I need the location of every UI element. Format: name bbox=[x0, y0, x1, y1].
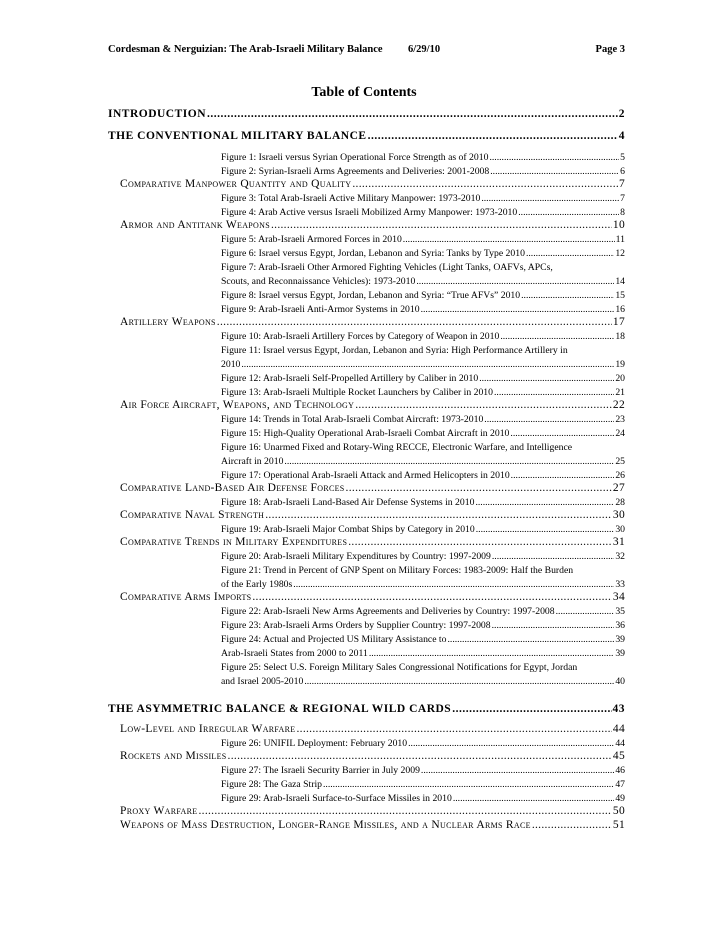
toc-section-entry[interactable]: Proxy Warfare ..... 50 bbox=[120, 805, 625, 817]
toc-figure-entry-first-line[interactable]: Figure 7: Arab-Israeli Other Armored Fighting Vehicles (Light Tanks, OAFVs, APCs, bbox=[221, 262, 553, 273]
toc-entry-page: 4 bbox=[618, 130, 625, 142]
header-date: 6/29/10 bbox=[408, 44, 441, 55]
toc-section-entry[interactable]: Armor and Antitank Weapons ..... 10 bbox=[120, 219, 625, 231]
toc-figure-entry[interactable]: and Israel 2005-2010 ..... 40 bbox=[221, 676, 625, 687]
toc-entry-asymmetric-balance[interactable]: THE ASYMMETRIC BALANCE & REGIONAL WILD CARDS ..... 43 bbox=[108, 703, 625, 715]
toc-figure-entry[interactable]: Figure 26: UNIFIL Deployment: February 2010 ..... 44 bbox=[221, 738, 625, 749]
toc-figure-entry[interactable]: Figure 24: Actual and Projected US Military Assistance to ..... 39 bbox=[221, 634, 625, 645]
toc-title: Table of Contents bbox=[311, 85, 417, 100]
toc-figure-entry[interactable]: Figure 18: Arab-Israeli Land-Based Air Defense Systems in 2010 ..... 28 bbox=[221, 497, 625, 508]
toc-figure-entry-first-line[interactable]: Figure 21: Trend in Percent of GNP Spent on Military Forces: 1983-2009: Half the Burden bbox=[221, 565, 574, 576]
toc-figure-entry-first-line[interactable]: Figure 11: Israel versus Egypt, Jordan, Lebanon and Syria: High Performance Artillery in bbox=[221, 345, 568, 356]
toc-figure-entry[interactable]: 2010 ..... 19 bbox=[221, 359, 625, 370]
toc-figure-entry[interactable]: Figure 19: Arab-Israeli Major Combat Ships by Category in 2010 ..... 30 bbox=[221, 524, 625, 535]
page-header bbox=[108, 44, 625, 60]
toc-entry-page: 2 bbox=[618, 108, 625, 120]
toc-figure-entry[interactable]: Figure 14: Trends in Total Arab-Israeli Combat Aircraft: 1973-2010 ..... 23 bbox=[221, 414, 625, 425]
toc-entry-conventional-balance[interactable] bbox=[108, 130, 625, 142]
header-title: Cordesman & Nerguizian: The Arab-Israeli Military Balance bbox=[108, 44, 383, 55]
toc-section-entry[interactable]: Comparative Manpower Quantity and Quality ..... 7 bbox=[120, 178, 625, 190]
toc-figure-entry[interactable]: Figure 15: High-Quality Operational Arab-Israeli Combat Aircraft in 2010 ..... 24 bbox=[221, 428, 625, 439]
toc-figure-entry[interactable]: Figure 3: Total Arab-Israeli Active Military Manpower: 1973-2010 ..... 7 bbox=[221, 193, 625, 204]
toc-figure-entry[interactable]: Figure 12: Arab-Israeli Self-Propelled Artillery by Caliber in 2010 ..... 20 bbox=[221, 373, 625, 384]
toc-figure-entry[interactable]: Figure 13: Arab-Israeli Multiple Rocket Launchers by Caliber in 2010 ..... 21 bbox=[221, 387, 625, 398]
toc-section-entry[interactable]: Comparative Land-Based Air Defense Forces ..... 27 bbox=[120, 482, 625, 494]
toc-figure-entry[interactable]: Figure 17: Operational Arab-Israeli Attack and Armed Helicopters in 2010 ..... 26 bbox=[221, 470, 625, 481]
toc-figure-entry[interactable]: Figure 4: Arab Active versus Israeli Mobilized Army Manpower: 1973-2010 ..... 8 bbox=[221, 207, 625, 218]
toc-figure-entry[interactable]: Figure 9: Arab-Israeli Anti-Armor Systems in 2010 ..... 16 bbox=[221, 304, 625, 315]
toc-figure-entry[interactable]: Figure 20: Arab-Israeli Military Expenditures by Country: 1997-2009 ..... 32 bbox=[221, 551, 625, 562]
toc-section-entry[interactable]: Comparative Arms Imports ..... 34 bbox=[120, 591, 625, 603]
toc-figure-entry[interactable]: Figure 2: Syrian-Israeli Arms Agreements and Deliveries: 2001-2008 ..... 6 bbox=[221, 166, 625, 177]
toc-figure-entry[interactable]: Figure 5: Arab-Israeli Armored Forces in 2010 ..... 11 bbox=[221, 234, 625, 245]
toc-figure-entry[interactable]: Figure 28: The Gaza Strip ..... 47 bbox=[221, 779, 625, 790]
toc-figure-entry[interactable]: Figure 23: Arab-Israeli Arms Orders by Supplier Country: 1997-2008 ..... 36 bbox=[221, 620, 625, 631]
toc-section-entry[interactable]: Comparative Trends in Military Expenditures ..... 31 bbox=[120, 536, 625, 548]
toc-figure-entry-first-line[interactable]: Figure 16: Unarmed Fixed and Rotary-Wing RECCE, Electronic Warfare, and Intelligence bbox=[221, 442, 573, 453]
toc-figure-entry[interactable]: Figure 8: Israel versus Egypt, Jordan, Lebanon and Syria: “True AFVs” 2010 ..... 15 bbox=[221, 290, 625, 301]
toc-figure-entry[interactable]: Aircraft in 2010 ..... 25 bbox=[221, 456, 625, 467]
toc-section-entry[interactable]: Air Force Aircraft, Weapons, and Technology ..... 22 bbox=[120, 399, 625, 411]
toc-figure-entry[interactable]: Scouts, and Reconnaissance Vehicles): 1973-2010 ..... 14 bbox=[221, 276, 625, 287]
header-page-number: Page 3 bbox=[595, 44, 625, 55]
toc-figure-entry[interactable]: Arab-Israeli States from 2000 to 2011 ..... 39 bbox=[221, 648, 625, 659]
toc-section-entry[interactable]: Comparative Naval Strength ..... 30 bbox=[120, 509, 625, 521]
toc-section-entry[interactable]: Rockets and Missiles ..... 45 bbox=[120, 750, 625, 762]
toc-figure-entry[interactable]: Figure 1: Israeli versus Syrian Operational Force Strength as of 2010 ..... 5 bbox=[221, 152, 625, 163]
toc-figure-entry[interactable]: Figure 22: Arab-Israeli New Arms Agreements and Deliveries by Country: 1997-2008 ..... 35 bbox=[221, 606, 625, 617]
toc-section-entry[interactable]: Artillery Weapons ..... 17 bbox=[120, 316, 625, 328]
toc-entry-label: THE CONVENTIONAL MILITARY BALANCE bbox=[108, 130, 367, 142]
toc-figure-entry[interactable]: Figure 6: Israel versus Egypt, Jordan, Lebanon and Syria: Tanks by Type 2010 ..... 12 bbox=[221, 248, 625, 259]
toc-section-entry[interactable]: Weapons of Mass Destruction, Longer-Range Missiles, and a Nuclear Arms Race ..... 51 bbox=[120, 819, 625, 831]
toc-section-entry[interactable]: Low-Level and Irregular Warfare ..... 44 bbox=[120, 723, 625, 735]
toc-figure-entry[interactable]: Figure 27: The Israeli Security Barrier in July 2009 ..... 46 bbox=[221, 765, 625, 776]
toc-figure-entry-first-line[interactable]: Figure 25: Select U.S. Foreign Military Sales Congressional Notifications for Egypt, Jordan bbox=[221, 662, 578, 673]
toc-figure-entry[interactable]: Figure 10: Arab-Israeli Artillery Forces by Category of Weapon in 2010 ..... 18 bbox=[221, 331, 625, 342]
toc-entry-introduction[interactable] bbox=[108, 108, 625, 120]
toc-figure-entry[interactable]: Figure 29: Arab-Israeli Surface-to-Surface Missiles in 2010 ..... 49 bbox=[221, 793, 625, 804]
toc-figure-entry[interactable]: of the Early 1980s ..... 33 bbox=[221, 579, 625, 590]
toc-entry-label: INTRODUCTION bbox=[108, 108, 207, 120]
